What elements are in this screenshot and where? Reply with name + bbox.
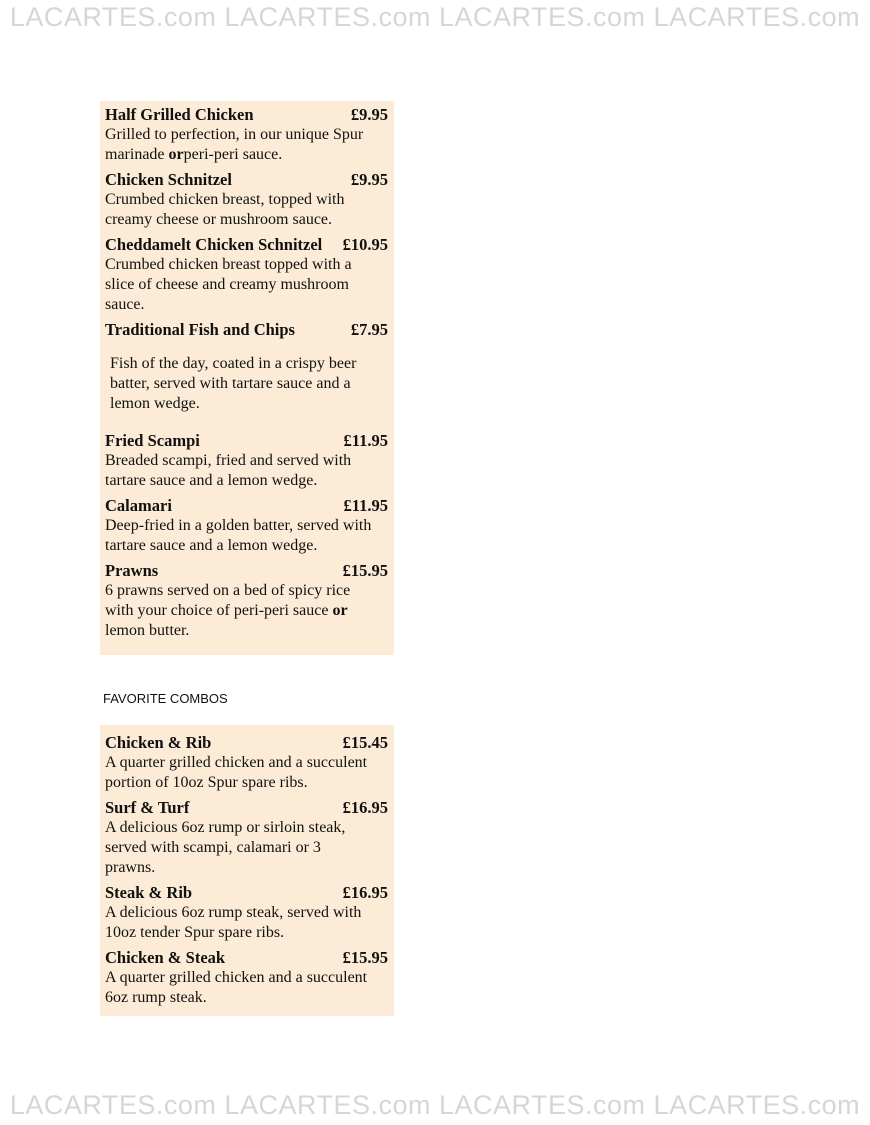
item-name: Cheddamelt Chicken Schnitzel xyxy=(105,235,323,254)
item-price: £15.95 xyxy=(342,948,388,967)
item-price: £11.95 xyxy=(343,496,388,515)
item-description: Deep-fried in a golden batter, served with tartare sauce and a lemon wedge. xyxy=(105,517,372,554)
menu-item xyxy=(105,732,388,793)
item-description: Fish of the day, coated in a crispy beer batter, served with tartare sauce and a lemon wedge. xyxy=(110,355,357,412)
menu-item xyxy=(105,430,388,491)
menu-item xyxy=(105,797,388,878)
item-price: £15.45 xyxy=(342,733,388,752)
menu-item xyxy=(105,495,388,556)
section-heading-favorite-combos: FAVORITE COMBOS xyxy=(103,691,228,706)
watermark-top: LACARTES.com LACARTES.com LACARTES.com LACARTES.com xyxy=(9,2,861,32)
item-name: Chicken & Rib xyxy=(105,733,212,752)
item-description: Crumbed chicken breast, topped with creamy cheese or mushroom sauce. xyxy=(105,191,345,228)
item-price: £9.95 xyxy=(350,105,388,124)
item-price: £16.95 xyxy=(342,883,388,902)
menu-item xyxy=(105,319,388,414)
item-price: £16.95 xyxy=(342,798,388,817)
item-price: £11.95 xyxy=(343,431,388,450)
mains-menu-panel xyxy=(100,101,394,655)
watermark-bottom: LACARTES.com LACARTES.com LACARTES.com LACARTES.com xyxy=(9,1090,861,1120)
item-description: A delicious 6oz rump or sirloin steak, served with scampi, calamari or 3 prawns. xyxy=(105,819,346,876)
menu-item xyxy=(105,169,388,230)
menu-item xyxy=(105,234,388,315)
item-name: Fried Scampi xyxy=(105,431,200,450)
item-name: Chicken & Steak xyxy=(105,948,226,967)
item-name: Half Grilled Chicken xyxy=(105,105,254,124)
menu-item xyxy=(105,104,388,165)
item-description: A quarter grilled chicken and a succulent portion of 10oz Spur spare ribs. xyxy=(105,754,368,791)
item-description: Grilled to perfection, in our unique Spur marinade orperi-peri sauce. xyxy=(105,126,364,163)
item-price: £9.95 xyxy=(350,170,388,189)
combos-menu-panel xyxy=(100,725,394,1016)
menu-item xyxy=(105,882,388,943)
item-name: Calamari xyxy=(105,496,172,515)
item-description: A quarter grilled chicken and a succulent 6oz rump steak. xyxy=(105,969,368,1006)
item-price: £15.95 xyxy=(342,561,388,580)
item-description: 6 prawns served on a bed of spicy rice with your choice of peri-peri sauce or lemon butter. xyxy=(105,582,351,639)
item-description: A delicious 6oz rump steak, served with 10oz tender Spur spare ribs. xyxy=(105,904,362,941)
item-price: £10.95 xyxy=(342,235,388,254)
item-name: Surf & Turf xyxy=(105,798,190,817)
item-name: Traditional Fish and Chips xyxy=(105,320,295,339)
item-description: Breaded scampi, fried and served with tartare sauce and a lemon wedge. xyxy=(105,452,352,489)
item-name: Prawns xyxy=(105,561,159,580)
menu-item xyxy=(105,560,388,641)
item-name: Steak & Rib xyxy=(105,883,193,902)
item-description: Crumbed chicken breast topped with a slice of cheese and creamy mushroom sauce. xyxy=(105,256,352,313)
item-name: Chicken Schnitzel xyxy=(105,170,232,189)
menu-item xyxy=(105,947,388,1008)
item-price: £7.95 xyxy=(350,320,388,339)
